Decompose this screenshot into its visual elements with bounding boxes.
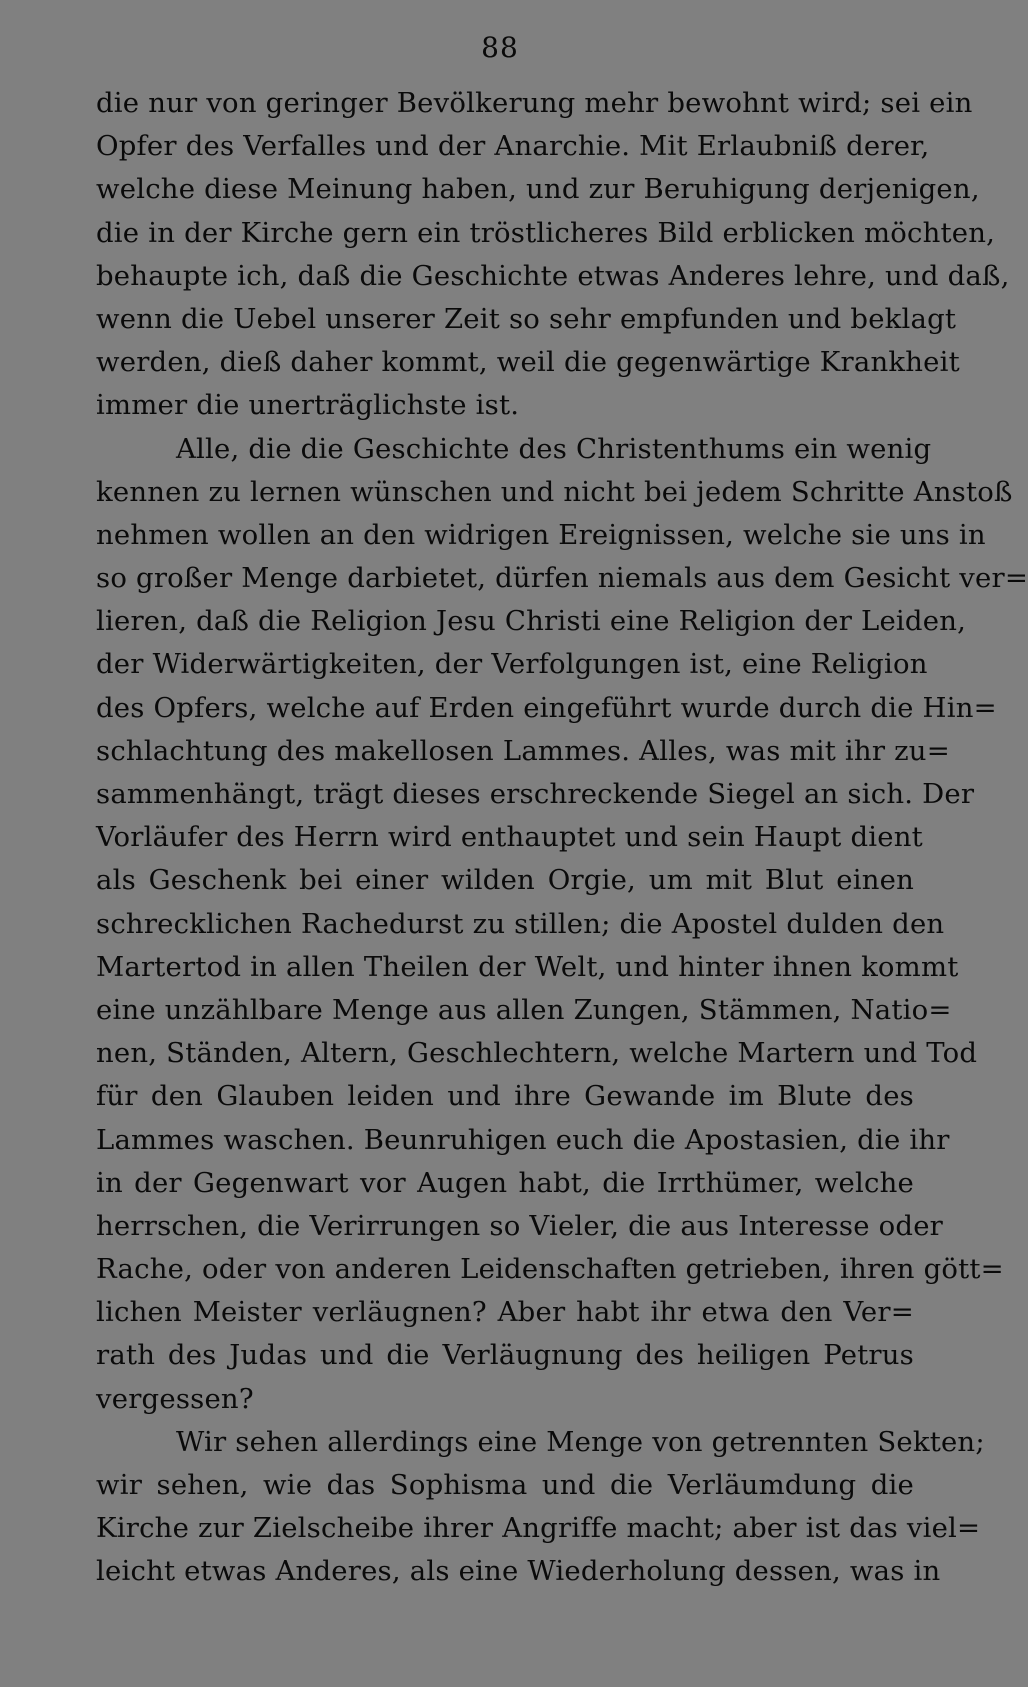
body-text: [96, 82, 1028, 1594]
text-line: der Widerwärtigkeiten, der Verfolgungen ist, eine Religion: [96, 648, 928, 681]
text-line: Alle, die die Geschichte des Christenthums ein wenig: [176, 432, 932, 465]
text-line: die in der Kirche gern ein tröstlicheres Bild erblicken möchten,: [96, 216, 996, 249]
text-line: lieren, daß die Religion Jesu Christi eine Religion der Leiden,: [96, 605, 967, 638]
text-line: wir sehen, wie das Sophisma und die Verläumdung die: [96, 1469, 914, 1501]
text-line: als Geschenk bei einer wilden Orgie, um mit Blut einen: [96, 864, 914, 897]
text-line: so großer Menge darbietet, dürfen niemals aus dem Gesicht ver=: [96, 562, 1028, 595]
text-line: lichen Meister verläugnen? Aber habt ihr etwa den Ver=: [96, 1296, 914, 1329]
text-line: in der Gegenwart vor Augen habt, die Irrthümer, welche: [96, 1166, 914, 1199]
text-line: behaupte ich, daß die Geschichte etwas Anderes lehre, und daß,: [96, 259, 1010, 292]
text-line: Kirche zur Zielscheibe ihrer Angriffe macht; aber ist das viel=: [96, 1512, 981, 1545]
text-line: schrecklichen Rachedurst zu stillen; die Apostel dulden den: [96, 907, 945, 940]
text-line: wenn die Uebel unserer Zeit so sehr empfunden und beklagt: [96, 302, 957, 335]
text-line: welche diese Meinung haben, und zur Beruhigung derjenigen,: [96, 173, 980, 206]
page-number: 88: [481, 31, 519, 64]
text-line: kennen zu lernen wünschen und nicht bei jedem Schritte Anstoß: [96, 475, 1013, 508]
text-line: eine unzählbare Menge aus allen Zungen, Stämmen, Natio=: [96, 993, 952, 1026]
text-line: Opfer des Verfalles und der Anarchie. Mit Erlaubniß derer,: [96, 130, 930, 163]
text-line: für den Glauben leiden und ihre Gewande im Blute des: [96, 1080, 914, 1113]
text-line: Wir sehen allerdings eine Menge von getrennten Sekten;: [176, 1425, 985, 1458]
text-line: herrschen, die Verirrungen so Vieler, die aus Interesse oder: [96, 1209, 944, 1242]
text-line: Vorläufer des Herrn wird enthauptet und sein Haupt dient: [96, 821, 923, 854]
text-line: Rache, oder von anderen Leidenschaften getrieben, ihren gött=: [96, 1253, 1004, 1286]
text-line: werden, dieß daher kommt, weil die gegenwärtige Krankheit: [96, 346, 960, 379]
text-line: sammenhängt, trägt dieses erschreckende Siegel an sich. Der: [96, 778, 975, 810]
text-line: des Opfers, welche auf Erden eingeführt wurde durch die Hin=: [96, 691, 997, 724]
text-line: schlachtung des makellosen Lammes. Alles, was mit ihr zu=: [96, 734, 950, 767]
text-line: nen, Ständen, Altern, Geschlechtern, welche Martern und Tod: [96, 1037, 978, 1070]
text-line: Martertod in allen Theilen der Welt, und hinter ihnen kommt: [96, 950, 959, 983]
text-line: immer die unerträglichste ist.: [96, 389, 520, 422]
text-line: die nur von geringer Bevölkerung mehr bewohnt wird; sei ein: [96, 87, 973, 119]
text-line: vergessen?: [96, 1382, 254, 1415]
text-line: rath des Judas und die Verläugnung des heiligen Petrus: [96, 1339, 914, 1372]
text-line: nehmen wollen an den widrigen Ereignissen, welche sie uns in: [96, 518, 986, 551]
text-line: leicht etwas Anderes, als eine Wiederholung dessen, was in: [96, 1555, 941, 1588]
text-line: Lammes waschen. Beunruhigen euch die Apostasien, die ihr: [96, 1123, 950, 1156]
